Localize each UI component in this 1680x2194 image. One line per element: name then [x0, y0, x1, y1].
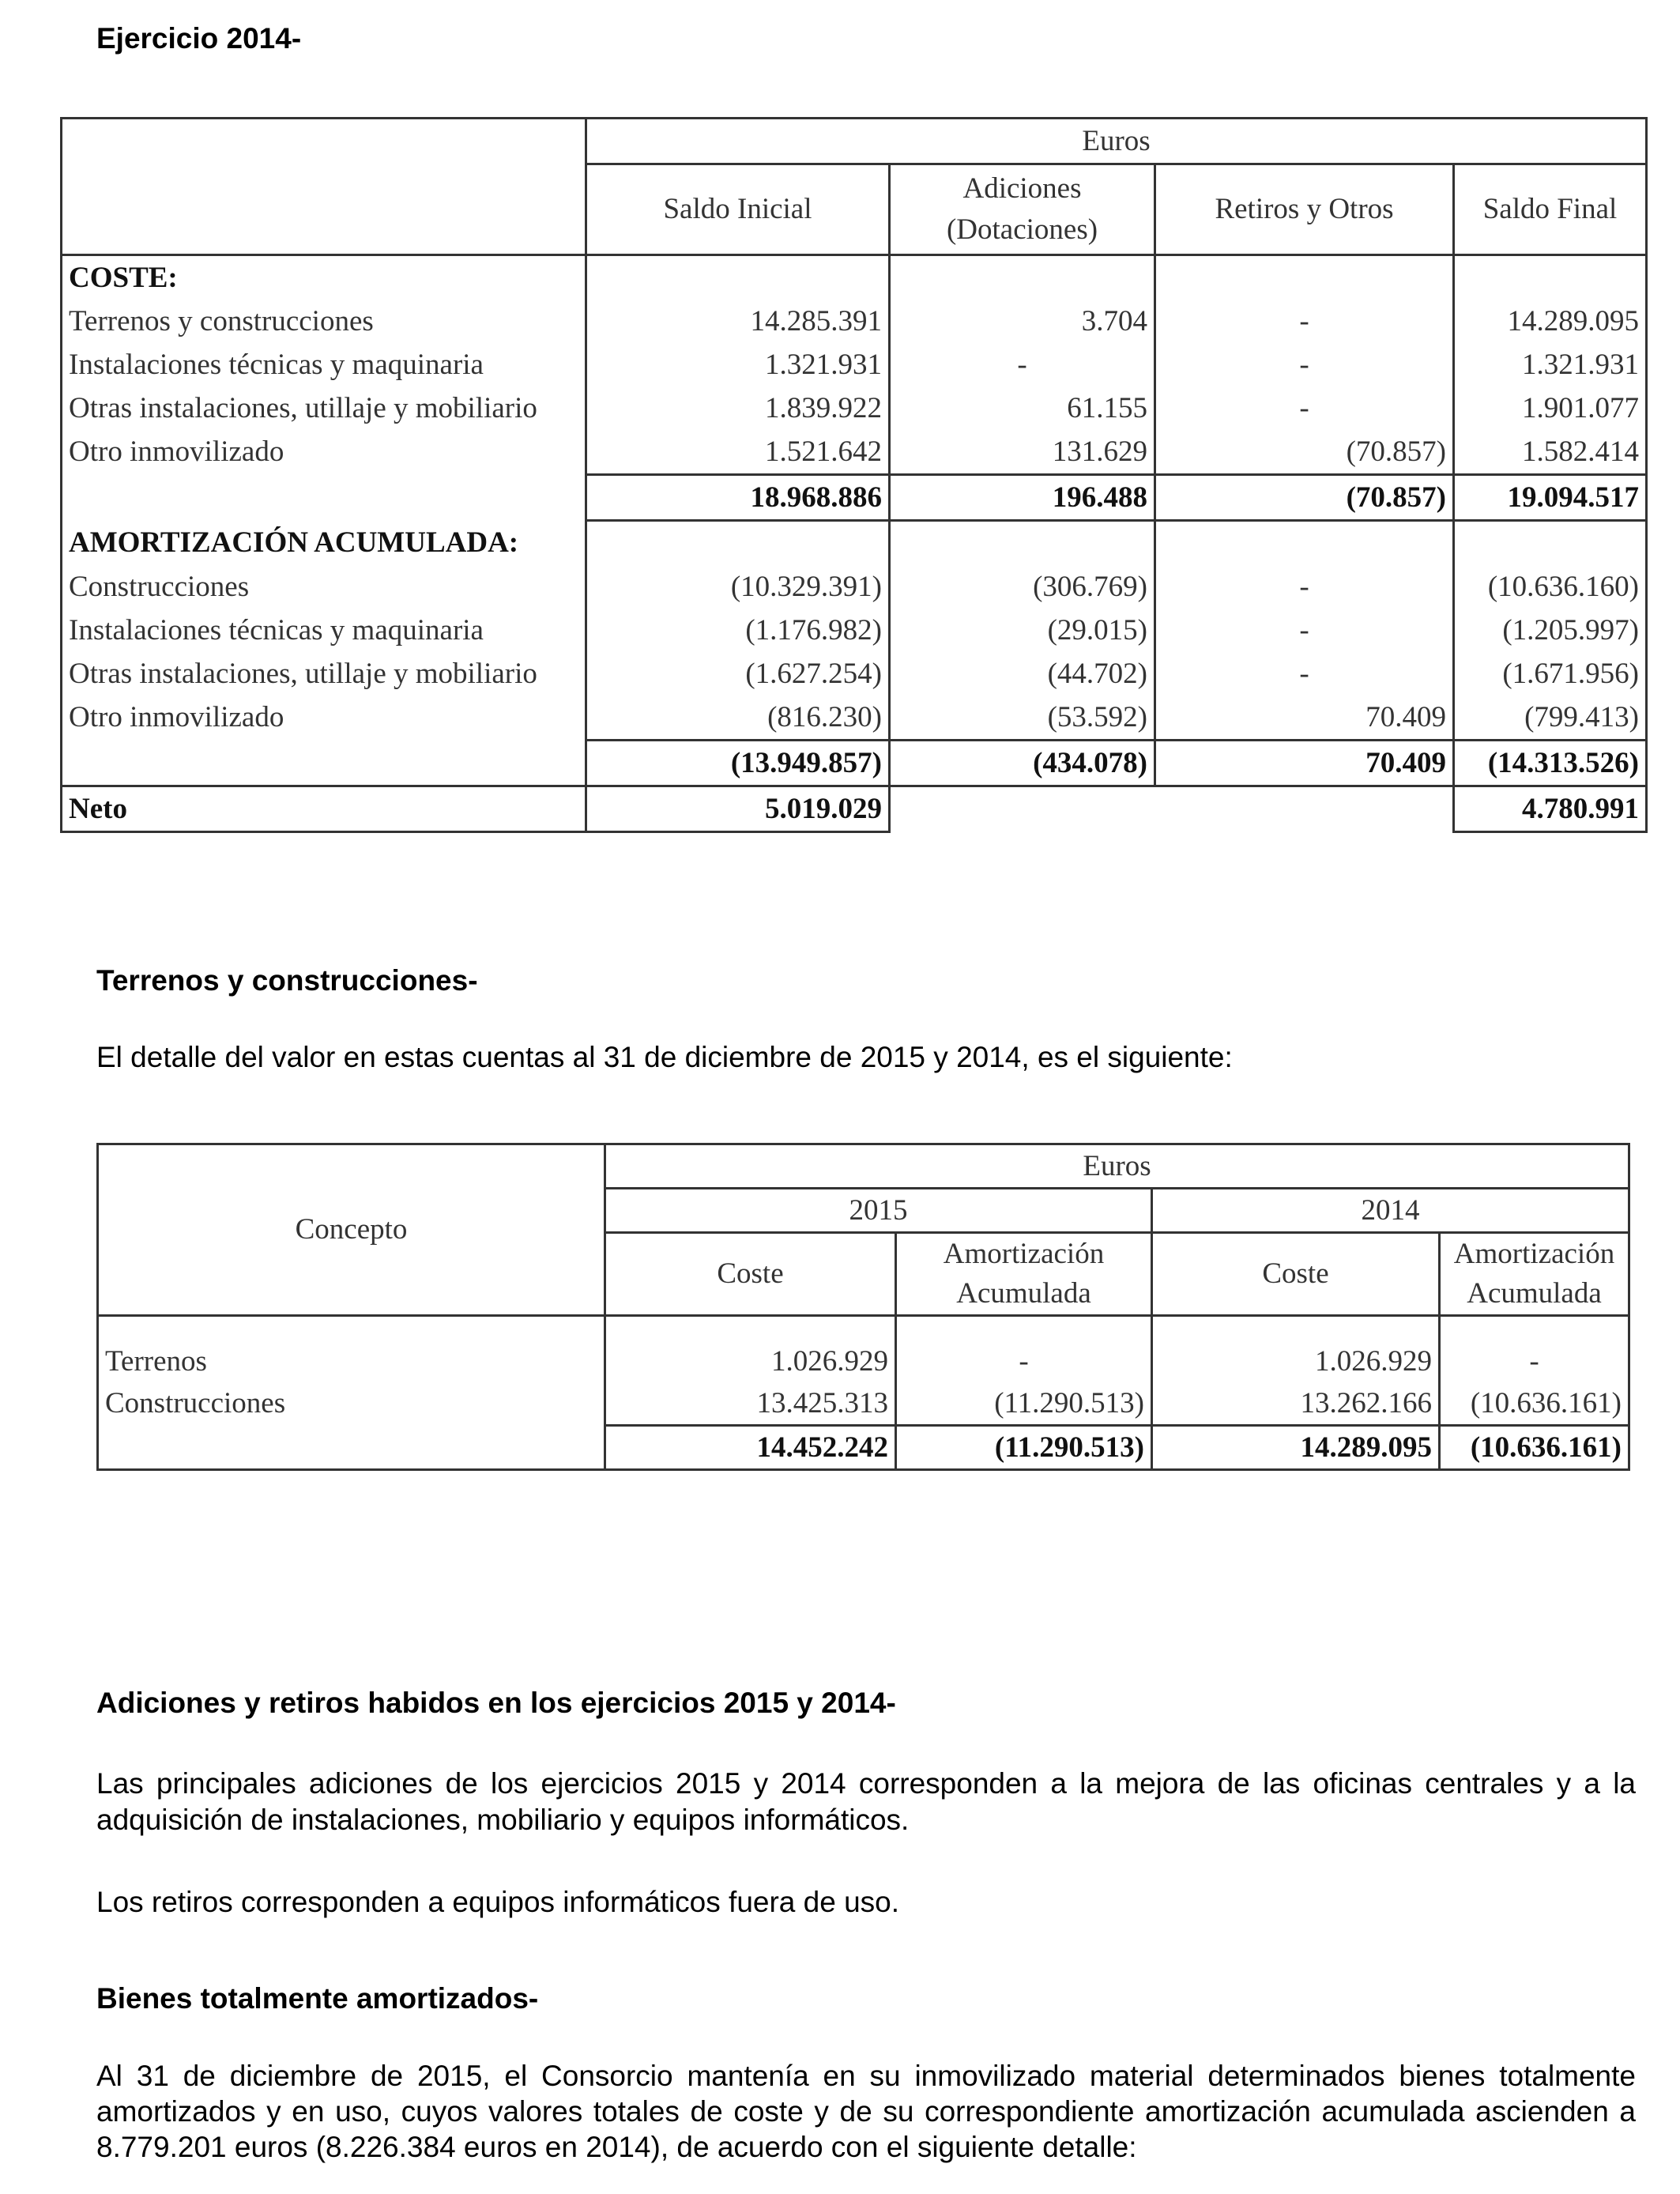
amortizacion-total-row [62, 741, 1647, 786]
row-label: Terrenos [98, 1340, 605, 1382]
table-row [62, 609, 1647, 652]
total-adiciones: (434.078) [890, 741, 1155, 786]
total-amort-2014: (10.636.161) [1440, 1426, 1629, 1470]
cell-saldo-inicial: 1.521.642 [586, 430, 890, 475]
total-amort-2015: (11.290.513) [896, 1426, 1152, 1470]
row-label: Instalaciones técnicas y maquinaria [62, 343, 586, 386]
cell-adiciones: (44.702) [890, 652, 1155, 696]
bienes-paragraph: Al 31 de diciembre de 2015, el Consorcio mantenía en su inmovilizado material determinados bienes totalmente amortizados y en uso, cuyos valores totales de coste y de su correspondiente amortización acumulada ascienden a 8.779.201 euros (8.226.384 euros en 2014), de acuerdo con el siguiente detalle: [96, 2060, 1636, 2163]
cell-coste-2014: 13.262.166 [1152, 1382, 1440, 1426]
coste-section-label: COSTE: [62, 255, 586, 300]
col-header-saldo-final: Saldo Final [1454, 164, 1647, 255]
concepto-header: Concepto [98, 1144, 605, 1316]
cell-adiciones: (29.015) [890, 609, 1155, 652]
table-row [62, 386, 1647, 430]
cell-amort-2014: (10.636.161) [1440, 1382, 1629, 1426]
cell-amort-2015: (11.290.513) [896, 1382, 1152, 1426]
table-row [98, 1340, 1629, 1382]
total-coste-2014: 14.289.095 [1152, 1426, 1440, 1470]
total-retiros: 70.409 [1155, 741, 1454, 786]
cell-coste-2015: 13.425.313 [605, 1382, 896, 1426]
section-title-2014: Ejercicio 2014- [96, 22, 302, 55]
coste-total-row [62, 475, 1647, 521]
row-label: Otras instalaciones, utillaje y mobiliario [62, 386, 586, 430]
cell-saldo-inicial: 1.839.922 [586, 386, 890, 430]
header-empty-cell [62, 119, 586, 255]
cell-amort-2014: - [1440, 1340, 1629, 1382]
cell-retiros: - [1155, 386, 1454, 430]
cell-adiciones: 61.155 [890, 386, 1155, 430]
cell-retiros: - [1155, 565, 1454, 609]
currency-header: Euros [586, 119, 1647, 164]
cell-saldo-final: (10.636.160) [1454, 565, 1647, 609]
col-header-coste-2015: Coste [605, 1233, 896, 1316]
cell-amort-2015: - [896, 1340, 1152, 1382]
total-saldo-final: 19.094.517 [1454, 475, 1647, 521]
cell-saldo-final: 1.582.414 [1454, 430, 1647, 475]
table-row [62, 652, 1647, 696]
col-header-adiciones-line2: (Dotaciones) [946, 213, 1098, 246]
neto-row [62, 786, 1647, 832]
cell-adiciones: 131.629 [890, 430, 1155, 475]
cell-saldo-final: 1.321.931 [1454, 343, 1647, 386]
cell-saldo-inicial: (10.329.391) [586, 565, 890, 609]
row-label: Otro inmovilizado [62, 696, 586, 741]
cell-saldo-final: (1.205.997) [1454, 609, 1647, 652]
total-retiros: (70.857) [1155, 475, 1454, 521]
cell-saldo-final: 14.289.095 [1454, 300, 1647, 343]
terrenos-intro-text: El detalle del valor en estas cuentas al 31 de diciembre de 2015 y 2014, es el siguiente: [96, 1041, 1233, 1073]
total-saldo-inicial: 18.968.886 [586, 475, 890, 521]
cell-retiros: - [1155, 652, 1454, 696]
row-label: Construcciones [62, 565, 586, 609]
section-title-adiciones: Adiciones y retiros habidos en los ejercicios 2015 y 2014- [96, 1687, 896, 1719]
cell-saldo-final: 1.901.077 [1454, 386, 1647, 430]
col-header-coste-2014: Coste [1152, 1233, 1440, 1316]
cell-retiros: 70.409 [1155, 696, 1454, 741]
table-row [62, 430, 1647, 475]
row-label: Terrenos y construcciones [62, 300, 586, 343]
table-row [62, 343, 1647, 386]
section-title-terrenos: Terrenos y construcciones- [96, 964, 478, 997]
terrenos-construcciones-table [96, 1143, 1630, 1471]
cell-adiciones: 3.704 [890, 300, 1155, 343]
row-label: Otro inmovilizado [62, 430, 586, 475]
year-header-2015: 2015 [605, 1189, 1152, 1233]
col-header-saldo-inicial: Saldo Inicial [586, 164, 890, 255]
col-header-adiciones-line1: Adiciones [962, 172, 1082, 205]
cell-saldo-inicial: (816.230) [586, 696, 890, 741]
cell-coste-2015: 1.026.929 [605, 1340, 896, 1382]
row-label: Instalaciones técnicas y maquinaria [62, 609, 586, 652]
cell-saldo-inicial: 14.285.391 [586, 300, 890, 343]
table-row [62, 696, 1647, 741]
neto-saldo-inicial: 5.019.029 [586, 786, 890, 832]
amort-line2: Acumulada [956, 1277, 1091, 1310]
cell-saldo-inicial: (1.176.982) [586, 609, 890, 652]
fixed-assets-movement-table-2014 [60, 117, 1648, 833]
cell-retiros: (70.857) [1155, 430, 1454, 475]
cell-retiros: - [1155, 343, 1454, 386]
amortizacion-section-label: AMORTIZACIÓN ACUMULADA: [62, 521, 586, 566]
col-header-adiciones [890, 164, 1155, 255]
currency-header: Euros [605, 1144, 1629, 1189]
col-header-amort-2014 [1440, 1233, 1629, 1316]
cell-saldo-inicial: (1.627.254) [586, 652, 890, 696]
cell-saldo-inicial: 1.321.931 [586, 343, 890, 386]
total-saldo-final: (14.313.526) [1454, 741, 1647, 786]
amort-line1: Amortización [1453, 1238, 1615, 1270]
cell-retiros: - [1155, 300, 1454, 343]
col-header-retiros: Retiros y Otros [1155, 164, 1454, 255]
cell-saldo-final: (1.671.956) [1454, 652, 1647, 696]
table-row [62, 565, 1647, 609]
col-header-amort-2015 [896, 1233, 1152, 1316]
cell-coste-2014: 1.026.929 [1152, 1340, 1440, 1382]
cell-retiros: - [1155, 609, 1454, 652]
cell-adiciones: - [890, 343, 1155, 386]
neto-saldo-final: 4.780.991 [1454, 786, 1647, 832]
amort-line1: Amortización [943, 1238, 1105, 1270]
total-saldo-inicial: (13.949.857) [586, 741, 890, 786]
totals-row [98, 1426, 1629, 1470]
cell-saldo-final: (799.413) [1454, 696, 1647, 741]
table-row [62, 300, 1647, 343]
total-adiciones: 196.488 [890, 475, 1155, 521]
adiciones-paragraph-1: Las principales adiciones de los ejercicios 2015 y 2014 corresponden a la mejora de las oficinas centrales y a la adquisición de instalaciones, mobiliario y equipos informáticos. [96, 1767, 1636, 1836]
amort-line2: Acumulada [1467, 1277, 1602, 1310]
total-coste-2015: 14.452.242 [605, 1426, 896, 1470]
adiciones-paragraph-2: Los retiros corresponden a equipos informáticos fuera de uso. [96, 1886, 900, 1918]
row-label: Construcciones [98, 1382, 605, 1426]
section-title-bienes: Bienes totalmente amortizados- [96, 1982, 539, 2015]
cell-adiciones: (53.592) [890, 696, 1155, 741]
table-row [98, 1382, 1629, 1426]
year-header-2014: 2014 [1152, 1189, 1629, 1233]
cell-adiciones: (306.769) [890, 565, 1155, 609]
neto-label: Neto [62, 786, 586, 832]
row-label: Otras instalaciones, utillaje y mobiliario [62, 652, 586, 696]
